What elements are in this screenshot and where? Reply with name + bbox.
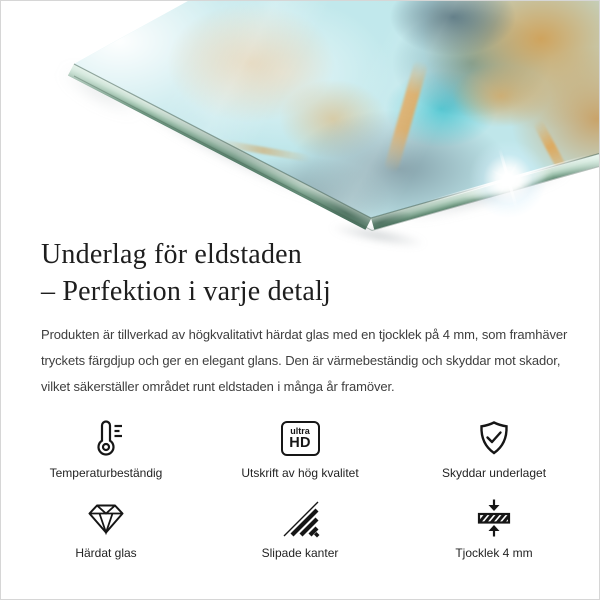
page-title <box>41 236 559 310</box>
diamond-icon <box>86 498 126 538</box>
product-description <box>41 322 568 400</box>
ultra-hd-icon <box>281 418 320 458</box>
feature-label: Tjocklek 4 mm <box>455 546 533 560</box>
thickness-icon <box>474 498 514 538</box>
feature-label: Slipade kanter <box>261 546 339 560</box>
feature-label: Utskrift av hög kvalitet <box>241 466 359 480</box>
feature-protects-surface <box>397 418 591 481</box>
page-title-line1: Underlag för eldstaden <box>41 239 302 270</box>
shield-check-icon <box>474 418 514 458</box>
ultra-hd-text-top: ultra <box>290 425 310 436</box>
thermometer-icon <box>86 418 126 458</box>
feature-label: Härdat glas <box>75 546 137 560</box>
feature-high-quality-print <box>203 418 397 481</box>
ultra-hd-text-bottom: HD <box>289 434 311 451</box>
feature-polished-edges <box>203 498 397 561</box>
description-line: vilket säkerställer området runt eldstaden i många år framöver. <box>41 379 395 394</box>
content-section <box>1 236 599 561</box>
feature-temperature-resistant <box>9 418 203 481</box>
feature-tempered-glass <box>9 498 203 561</box>
polished-edges-icon <box>280 498 320 538</box>
product-image <box>1 1 600 233</box>
description-line: Produkten är tillverkad av högkvalitativt härdat glas med en tjocklek på 4 mm, som framhäver <box>41 327 568 342</box>
feature-grid <box>9 418 591 561</box>
feature-label: Skyddar underlaget <box>441 466 547 480</box>
page-title-line2: – Perfektion i varje detalj <box>41 276 331 307</box>
feature-thickness-4mm <box>397 498 591 561</box>
feature-label: Temperaturbeständig <box>49 466 163 480</box>
description-line: tryckets färgdjup och ger en elegant glans. Den är värmebeständig och skyddar mot skador, <box>41 353 561 368</box>
